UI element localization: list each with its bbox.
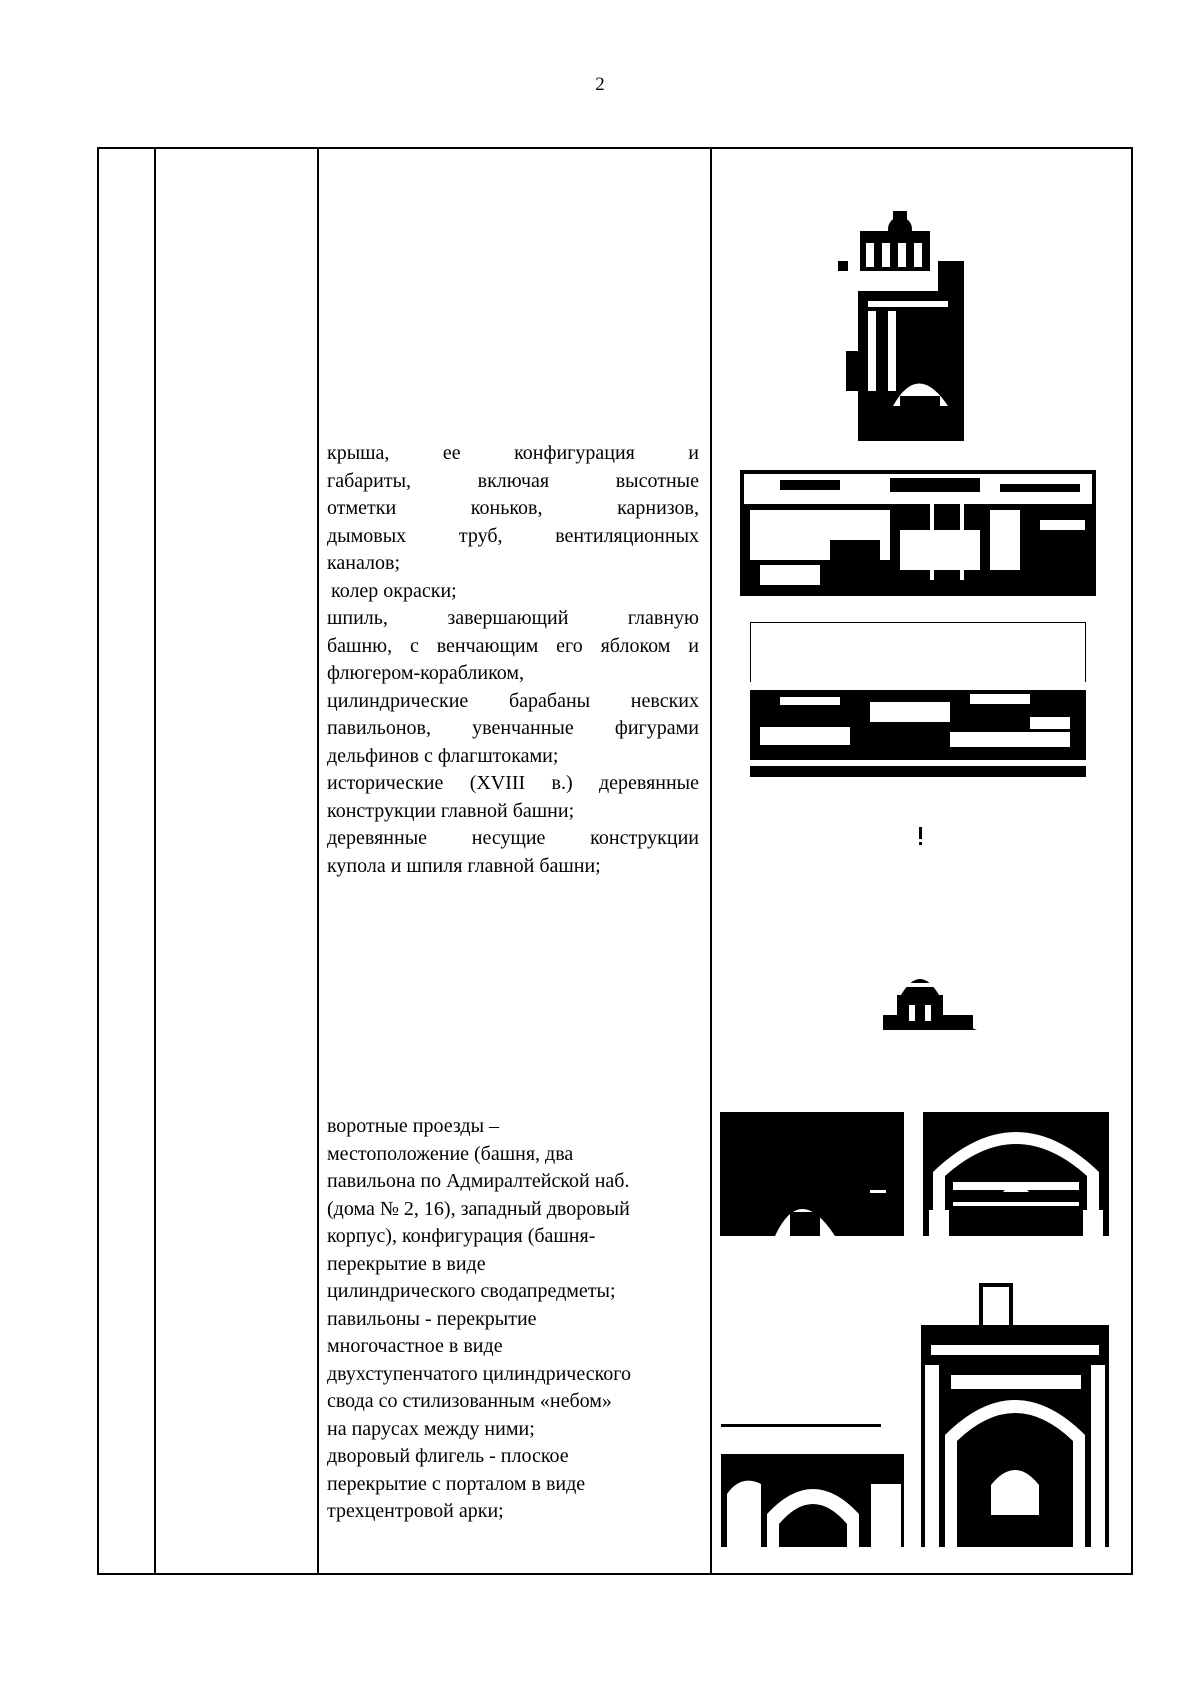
gate-portal-photo — [921, 1265, 1109, 1547]
text-line: цилиндрического сводапредметы; — [327, 1280, 616, 1302]
text-line: габариты, включая высотные — [327, 469, 699, 492]
column-divider-1 — [154, 149, 156, 1573]
text-line: отметки коньков, карнизов, — [327, 497, 699, 519]
column-divider-2 — [317, 149, 319, 1573]
text-line: дворовый флигель - плоское — [327, 1445, 569, 1467]
text-line: крыша, ее конфигурация и — [327, 442, 699, 464]
text-line: каналов; — [327, 552, 401, 574]
text-line: павильоны - перекрытие — [327, 1307, 537, 1330]
photo-speck-mark — [919, 827, 922, 845]
dome-fragment-photo — [873, 955, 983, 1030]
gate-arch-photo-1 — [720, 1112, 904, 1236]
text-line: перекрытие с порталом в виде — [327, 1472, 586, 1495]
text-line: на парусах между ними; — [327, 1417, 535, 1440]
text-line: дымовых труб, вентиляционных — [327, 524, 699, 547]
text-line: шпиль, завершающий главную — [327, 607, 699, 629]
text-line: павильона по Адмиралтейской наб. — [327, 1170, 630, 1192]
text-line: дельфинов с флагштоками; — [327, 744, 559, 767]
text-line: деревянные несущие конструкции — [327, 827, 699, 849]
text-line: башню, с венчающим его яблоком и — [327, 634, 699, 657]
gate-arch-photo-3 — [721, 1424, 904, 1547]
text-line: двухступенчатого цилиндрического — [327, 1362, 631, 1385]
page-number: 2 — [595, 74, 605, 95]
text-line: колер окраски; — [331, 579, 457, 602]
text-block-roof — [327, 440, 699, 880]
text-line: исторические (XVIII в.) деревянные — [327, 772, 699, 794]
roofs-panorama-photo — [740, 470, 1096, 596]
column-divider-3 — [710, 149, 712, 1573]
text-line: (дома № 2, 16), западный дворовый — [327, 1197, 630, 1220]
text-line: конструкции главной башни; — [327, 799, 575, 822]
text-line: воротные проезды – — [327, 1115, 500, 1137]
text-line: многочастное в виде — [327, 1335, 503, 1357]
gate-arch-photo-2 — [923, 1112, 1109, 1236]
text-line: павильонов, увенчанные фигурами — [327, 717, 699, 739]
text-line: цилиндрические барабаны невских — [327, 689, 699, 712]
text-line: купола и шпиля главной башни; — [327, 854, 601, 877]
text-line: перекрытие в виде — [327, 1252, 486, 1275]
text-line: корпус), конфигурация (башня- — [327, 1225, 596, 1247]
text-line: флюгером-корабликом, — [327, 662, 525, 684]
tower-photo — [838, 201, 964, 441]
text-block-gates — [327, 1113, 699, 1526]
text-line: свода со стилизованным «небом» — [327, 1390, 612, 1412]
text-line: местоположение (башня, два — [327, 1142, 574, 1165]
text-line: трехцентровой арки; — [327, 1500, 504, 1522]
city-panorama-photo — [750, 622, 1086, 777]
